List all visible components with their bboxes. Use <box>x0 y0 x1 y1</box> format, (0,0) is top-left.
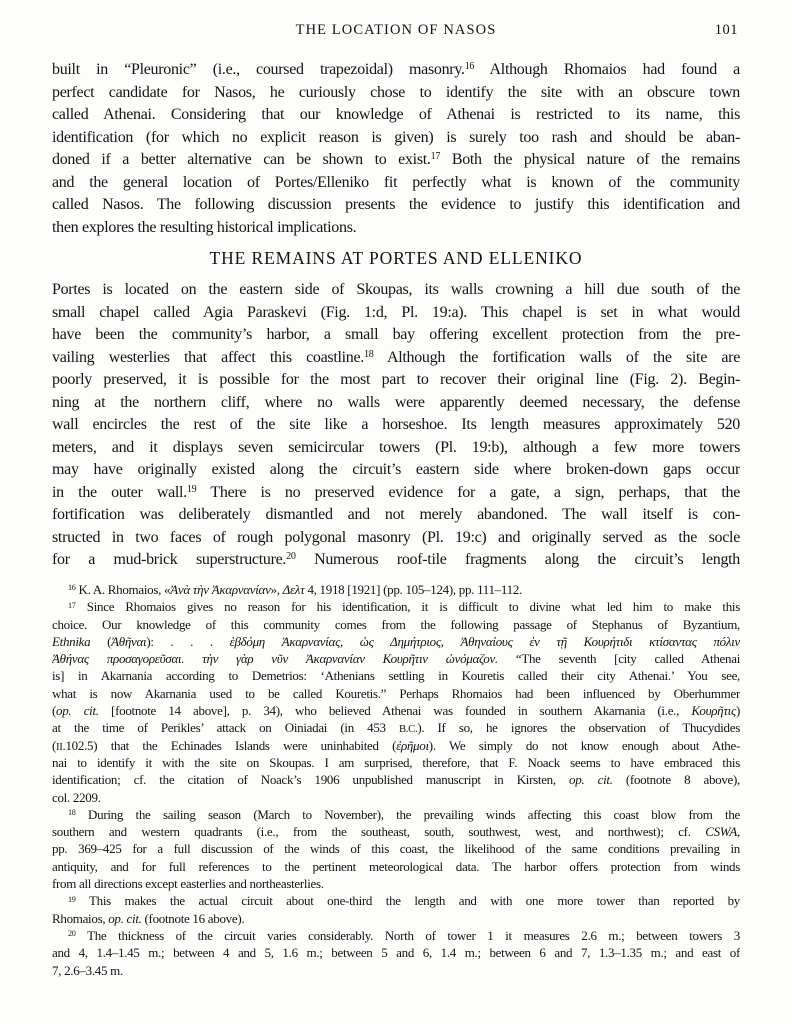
text-line: pp. 369–425 for a full discussion of the winds of this coast, the likelihood of the same conditions prevailing in <box>52 841 740 857</box>
text-line: antiquity, and for full references to the pertinent meteorological data. The harbor offers protection from winds <box>52 858 740 874</box>
text-line: (op. cit. [footnote 14 above], p. 34), who believed Athenai was founded in southern Akarnania (i.e., Κουρῆτις) <box>52 703 740 719</box>
text-line: what is now Akarnania used to be called Kouretis.” Perhaps Rhomaios had been influenced by Oberhummer <box>52 685 740 701</box>
text-line: doned if a better alternative can be shown to exist.$^{17}$ Both the physical nature of the remains <box>52 151 740 168</box>
text-line: in the outer wall.$^{19}$ There is no preserved evidence for a gate, a sign, perhaps, that the <box>52 483 740 501</box>
text-line: (II.102.5) that the Echinades Islands were uninhabited (ἐρῆμοι). We simply do not know enough about Athe- <box>52 737 740 753</box>
text-line: at the time of Perikles’ attack on Oiniadai (in 453 B.C.). If so, he ignores the observation of Thucydides <box>52 720 740 736</box>
text-line: $^{18}$ During the sailing season (March to November), the prevailing winds affecting this coast blow from the <box>68 806 740 822</box>
text-line: meters, and it displays seven semicircular towers (Pl. 19:b), although a few more towers <box>52 438 740 456</box>
text-line: from all directions except easterlies and northeasterlies. <box>52 876 324 892</box>
text-line: fortification was deliberately dismantled and not merely abandoned. The wall itself is con- <box>52 506 740 523</box>
text-line: nai to identify it with the site on Skoupas. I am surprised, therefore, that F. Noack seems to have embraced this <box>52 754 740 770</box>
footnote-18 <box>52 806 740 892</box>
text-line: $^{16}$ K. A. Rhomaios, «Ἀνὰ τὴν Ἀκαρνανίαν», Δελτ 4, 1918 [1921] (pp. 105–124), pp. 111–112. <box>68 582 522 597</box>
body-paragraph-continuation <box>52 59 740 239</box>
text-line: and the general location of Portes/Elleniko fit perfectly what is known of the community <box>52 173 740 191</box>
body-paragraph-portes <box>52 279 740 572</box>
text-line: is] in Akarnania according to Demetrios: ‘Athenians settling in Kouretis called their city Athenai.’ You see, <box>52 668 740 684</box>
text-line: for a mud-brick superstructure.$^{20}$ Numerous roof-tile fragments along the circuit’s length <box>52 551 740 568</box>
text-line: may have originally existed along the circuit’s eastern side where broken-down gaps occur <box>52 461 740 478</box>
text-line: then explores the resulting historical implications. <box>52 218 357 236</box>
footnotes-section <box>52 581 740 979</box>
text-line: $^{19}$ This makes the actual circuit about one-third the length and with one more tower than reported by <box>68 893 740 909</box>
text-line: Portes is located on the eastern side of Skoupas, its walls crowning a hill due south of the <box>52 281 740 298</box>
text-line: Rhomaios, op. cit. (footnote 16 above). <box>52 910 245 926</box>
text-line: Ἀθήνας προσαγορεῦσαι. τὴν γὰρ νῦν Ἀκαρνανίαν Κουρῆτιν ὠνόμαζον. “The seventh [city called Athenai <box>52 651 740 667</box>
text-line: 7, 2.6–3.45 m. <box>52 962 123 978</box>
text-line: built in “Pleuronic” (i.e., coursed trapezoidal) masonry.$^{16}$ Although Rhomaios had found a <box>52 61 740 78</box>
page-number: 101 <box>714 22 738 38</box>
running-head-title: THE LOCATION OF NASOS <box>295 22 497 38</box>
text-line: structed in two faces of rough polygonal masonry (Pl. 19:c) and originally served as the socle <box>52 528 740 546</box>
text-line: ning at the northern cliff, where no walls were apparently deemed necessary, the defense <box>52 393 740 411</box>
text-line: Ethnika (Ἀθῆναι): . . . ἑβδόμη Ἀκαρνανίας, ὡς Δημήτριος, Ἀθηναίους ἐν τῇ Κουρήτιδι κτίσαντας πόλιν <box>52 633 740 649</box>
text-line: small chapel called Agia Paraskevi (Fig. 1:d, Pl. 19:a). This chapel is set in what would <box>52 303 740 321</box>
text-line: called Athenai. Considering that our knowledge of Athenai is restricted to its name, this <box>52 106 740 123</box>
text-line: perfect candidate for Nasos, he curiously chose to identify the site with an obscure town <box>52 83 740 101</box>
text-line: identification (for which no explicit reason is given) is surely too rash and should be aban- <box>52 128 740 146</box>
text-line: have been the community’s harbor, a small bay offering excellent protection from the pre- <box>52 326 740 343</box>
footnote-16 <box>52 581 740 598</box>
footnote-19 <box>52 892 740 927</box>
footnote-17 <box>52 598 740 806</box>
running-head <box>52 22 740 39</box>
text-line: col. 2209. <box>52 789 101 805</box>
text-line: $^{17}$ Since Rhomaios gives no reason for his identification, it is difficult to divine what led him to make this <box>68 599 740 615</box>
text-line: vailing westerlies that affect this coastline.$^{18}$ Although the fortification walls of the site are <box>52 348 740 366</box>
text-line: choice. Our knowledge of this community comes from the following passage of Stephanus of Byzantium, <box>52 616 740 632</box>
footnote-20 <box>52 927 740 979</box>
section-heading: THE REMAINS AT PORTES AND ELLENIKO <box>209 248 583 268</box>
text-line: $^{20}$ The thickness of the circuit varies considerably. North of tower 1 it measures 2.6 m.; between towers 3 <box>68 927 740 943</box>
text-line: southern and western quadrants (i.e., from the southeast, south, southwest, west, and northwest); cf. CSWA, <box>52 824 740 840</box>
text-line: and 4, 1.4–1.45 m.; between 4 and 5, 1.6 m.; between 5 and 6, 1.4 m.; between 6 and 7, 1.3–1.35 m.; and east of <box>52 945 740 961</box>
text-line: wall encircles the rest of the site like a horseshoe. Its length measures approximately 520 <box>52 416 740 433</box>
text-line: called Nasos. The following discussion presents the evidence to justify this identification and <box>52 196 740 213</box>
text-line: identification; cf. the citation of Noack’s 1906 unpublished manuscript in Kirsten, op. cit. (footnote 8 above), <box>52 772 740 788</box>
text-line: poorly preserved, it is possible for the most part to recover their original line (Fig. 2). Begin- <box>52 371 740 388</box>
